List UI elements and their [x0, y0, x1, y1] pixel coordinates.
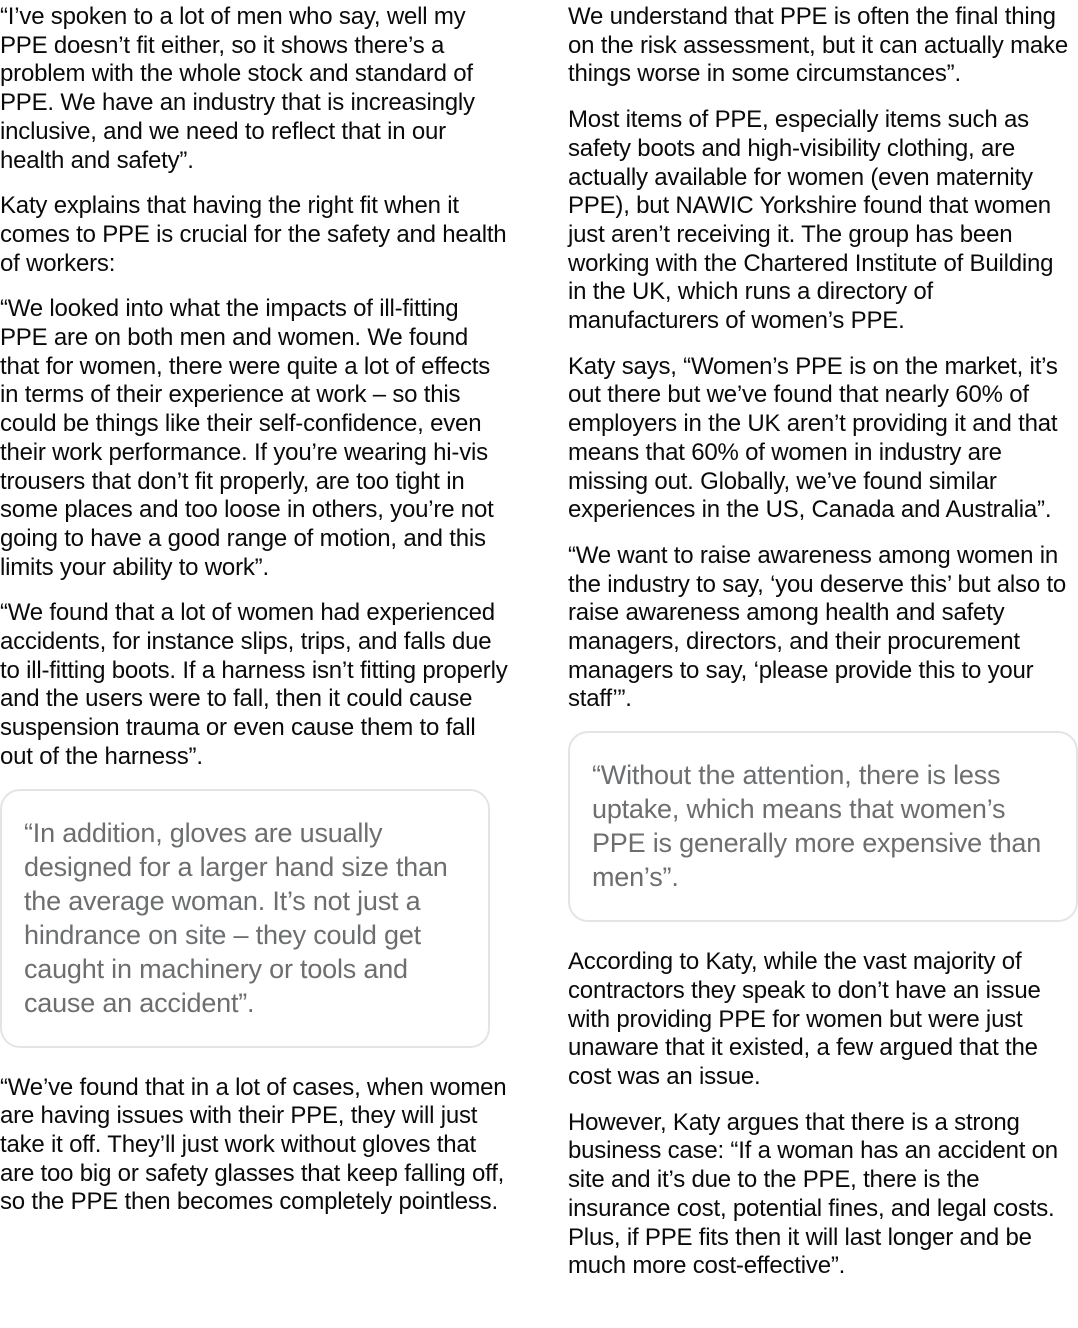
body-paragraph: “I’ve spoken to a lot of men who say, well my PPE doesn’t fit either, so it shows there’s a problem with the whole stock and standard of PPE. We have an industry that is increasingly inclusive, and we need to reflect that in our health and safety”.: [0, 3, 475, 174]
pull-quote-box: [568, 731, 1078, 922]
pull-quote-text: “Without the attention, there is less uptake, which means that women’s PPE is generally more expensive than men’s”.: [592, 760, 1042, 893]
pull-quote-text: “In addition, gloves are usually designed for a larger hand size than the average woman. It’s not just a hindrance on site – they could get caught in machinery or tools and cause an accident”.: [24, 817, 448, 1018]
pull-quote-box: [0, 789, 490, 1048]
left-column: [0, 3, 512, 1298]
body-paragraph: We understand that PPE is often the final thing on the risk assessment, but it can actually make things worse in some circumstances”.: [568, 3, 1068, 88]
body-paragraph: According to Katy, while the vast majority of contractors they speak to don’t have an issue with providing PPE for women but were just unaware that it existed, a few argued that the cost was an issue.: [568, 948, 1041, 1090]
body-paragraph: “We looked into what the impacts of ill-fitting PPE are on both men and women. We found that for women, there were quite a lot of effects in terms of their experience at work – so this could be things like their self-confidence, even their work performance. If you’re wearing hi-vis trousers that don’t fit properly, are too tight in some places and too loose in others, you’re not going to have a good range of motion, and this limits your ability to work”.: [0, 295, 494, 581]
body-paragraph: Katy explains that having the right fit when it comes to PPE is crucial for the safety and health of workers:: [0, 192, 507, 277]
body-paragraph: “We found that a lot of women had experienced accidents, for instance slips, trips, and falls due to ill-fitting boots. If a harness isn’t fitting properly and the users were to fall, then it could cause suspension trauma or even cause them to fall out of the harness”.: [0, 599, 508, 770]
body-paragraph: Katy says, “Women’s PPE is on the market, it’s out there but we’ve found that nearly 60% of employers in the UK aren’t providing it and that means that 60% of women in industry are missing out. Globally, we’ve found similar experiences in the US, Canada and Australia”.: [568, 352, 1058, 524]
body-paragraph: “We want to raise awareness among women in the industry to say, ‘you deserve this’ but also to raise awareness among health and safety managers, directors, and their procurement managers to say, ‘please provide this to your staff’”.: [568, 541, 1067, 713]
body-paragraph: “We’ve found that in a lot of cases, when women are having issues with their PPE, they will just take it off. They’ll just work without gloves that are too big or safety glasses that keep falling off, so the PPE then becomes completely pointless.: [0, 1073, 507, 1216]
body-paragraph: However, Katy argues that there is a strong business case: “If a woman has an accident on site and it’s due to the PPE, there is the insurance cost, potential fines, and legal costs. Plus, if PPE fits then it will last longer and be much more cost-effective”.: [568, 1108, 1058, 1280]
right-column: [568, 3, 1078, 1298]
body-paragraph: Most items of PPE, especially items such as safety boots and high-visibility clothing, are actually available for women (even maternity PPE), but NAWIC Yorkshire found that women just aren’t receiving it. The group has been working with the Chartered Institute of Building in the UK, which runs a directory of manufacturers of women’s PPE.: [568, 106, 1054, 335]
